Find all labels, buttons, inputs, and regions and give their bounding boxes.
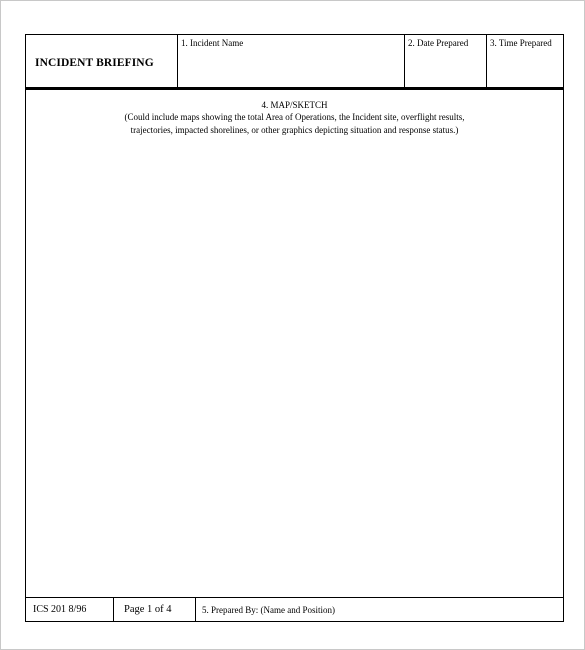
map-desc-line-2: trajectories, impacted shorelines, or other graphics depicting situation and response status.)	[130, 124, 459, 135]
map-desc-line-1: (Could include maps showing the total Area of Operations, the Incident site, overflight results,	[124, 112, 465, 122]
date-prepared-label: 2. Date Prepared	[408, 38, 469, 48]
form-id: ICS 201 8/96	[33, 604, 87, 615]
ics-201-form	[25, 34, 564, 622]
form-id-cell	[26, 598, 114, 621]
form-title-cell	[26, 35, 178, 87]
page-number: Page 1 of 4	[124, 604, 172, 615]
time-prepared-label: 3. Time Prepared	[490, 38, 552, 48]
form-header-row	[26, 35, 563, 90]
form-title: INCIDENT BRIEFING	[35, 57, 154, 69]
map-sketch-heading: 4. MAP/SKETCH	[261, 100, 328, 110]
map-sketch-description	[95, 111, 495, 136]
form-footer-row	[26, 597, 563, 621]
prepared-by-field[interactable]	[195, 598, 563, 621]
map-sketch-area[interactable]	[26, 95, 563, 136]
incident-name-field[interactable]	[177, 35, 405, 87]
date-prepared-field[interactable]	[404, 35, 487, 87]
page-number-cell	[113, 598, 196, 621]
prepared-by-label: 5. Prepared By: (Name and Position)	[202, 605, 335, 615]
time-prepared-field[interactable]	[486, 35, 563, 87]
incident-name-label: 1. Incident Name	[181, 38, 244, 48]
